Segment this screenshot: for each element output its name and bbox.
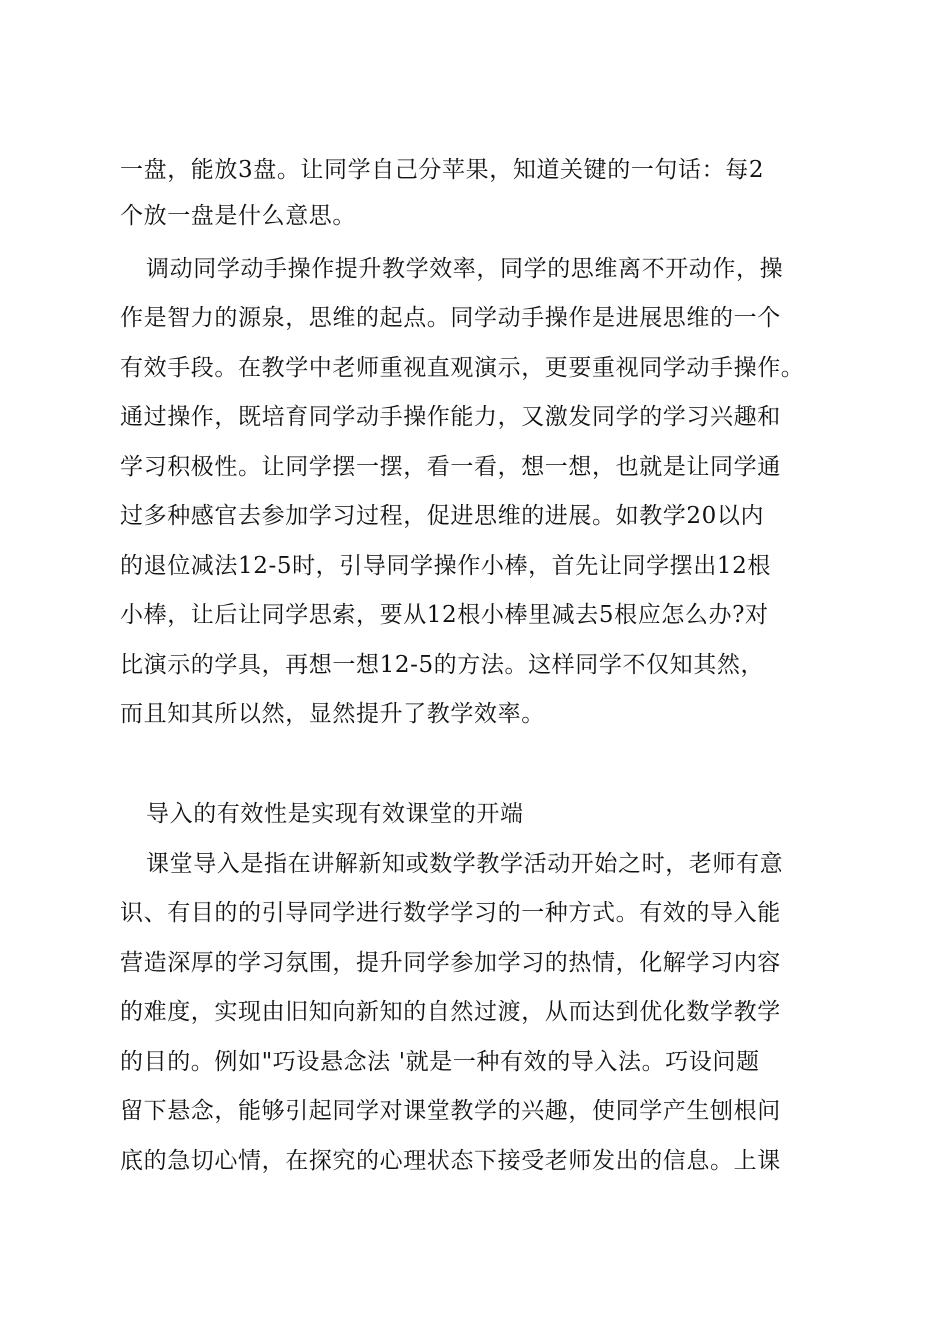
text-line: 小棒，让后让同学思索，要从12根小棒里减去5根应怎么办?对 (120, 602, 769, 628)
text-line: 的退位减法12-5时，引导同学操作小棒，首先让同学摆出12根 (120, 553, 771, 579)
text-line: 学习积极性。让同学摆一摆，看一看，想一想，也就是让同学通 (120, 454, 781, 480)
text-line: 的难度，实现由旧知向新知的自然过渡，从而达到优化数学教学 (120, 999, 781, 1025)
text-line: 而且知其所以然，显然提升了教学效率。 (120, 701, 545, 727)
text-line: 营造深厚的学习氛围，提升同学参加学习的热情，化解学习内容 (120, 950, 781, 976)
text-line: 过多种感官去参加学习过程，促进思维的进展。如教学20以内 (120, 503, 765, 529)
text-line: 课堂导入是指在讲解新知或数学教学活动开始之时，老师有意 (146, 851, 784, 877)
section-heading: 导入的有效性是实现有效课堂的开端 (146, 801, 524, 827)
text-line: 有效手段。在教学中老师重视直观演示，更要重视同学动手操作。 (120, 355, 805, 381)
text-line: 留下悬念，能够引起同学对课堂教学的兴趣，使同学产生刨根问 (120, 1098, 781, 1124)
text-line: 一盘，能放3盘。让同学自己分苹果，知道关键的一句话：每2 (120, 157, 765, 183)
text-line: 作是智力的源泉，思维的起点。同学动手操作是进展思维的一个 (120, 305, 781, 331)
text-line: 调动同学动手操作提升教学效率，同学的思维离不开动作，操 (146, 256, 784, 282)
text-line: 的目的。例如"巧设悬念法 '就是一种有效的导入法。巧设问题 (120, 1049, 760, 1075)
text-line: 比演示的学具，再想一想12-5的方法。这样同学不仅知其然， (120, 652, 765, 678)
text-line: 底的急切心情，在探究的心理状态下接受老师发出的信息。上课 (120, 1148, 781, 1174)
text-line: 个放一盘是什么意思。 (120, 203, 356, 229)
text-line: 通过操作，既培育同学动手操作能力，又激发同学的学习兴趣和 (120, 404, 781, 430)
text-line: 识、有目的的引导同学进行数学学习的一种方式。有效的导入能 (120, 900, 781, 926)
